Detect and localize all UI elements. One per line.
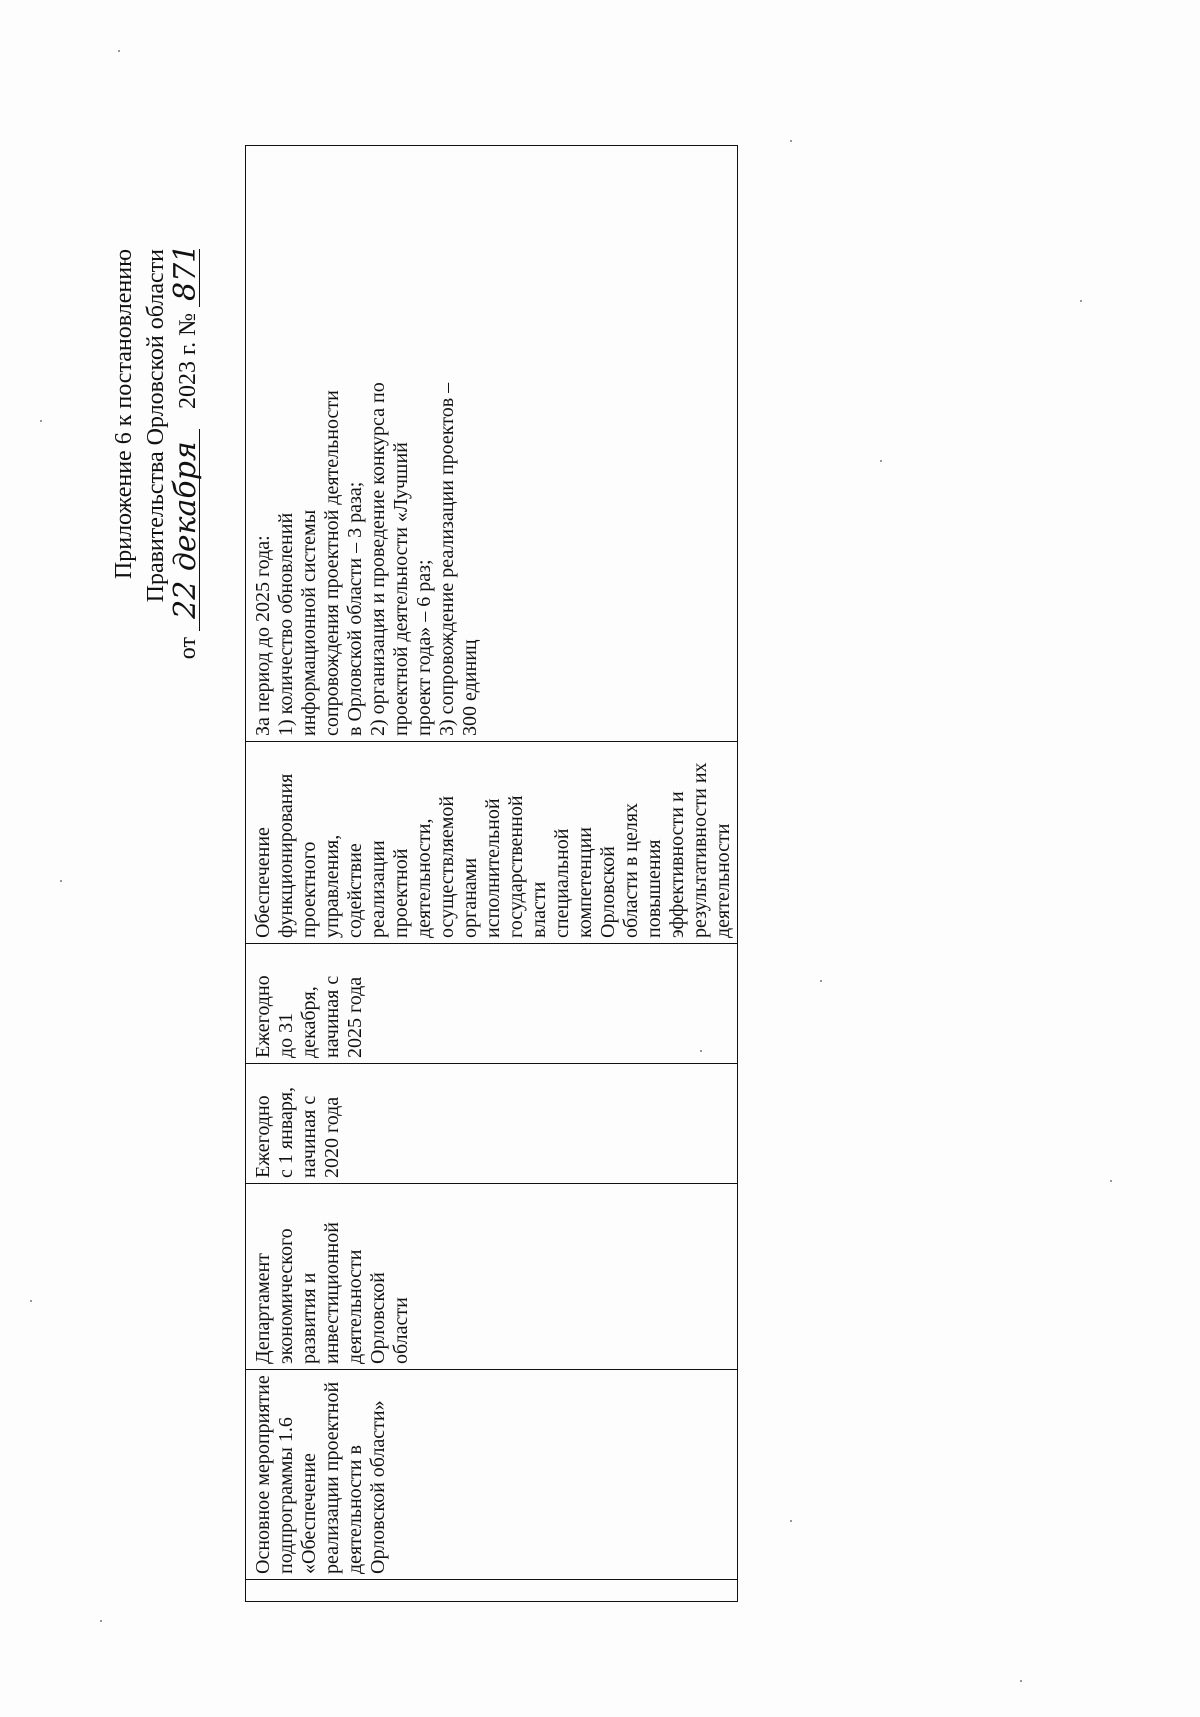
row-number-cell — [246, 1580, 738, 1602]
scan-speck — [790, 140, 792, 142]
scan-speck — [118, 50, 120, 52]
table-row — [246, 146, 738, 1602]
scan-speck — [820, 980, 822, 982]
handwritten-decree-number: 871 — [173, 249, 200, 307]
indicators-cell: За период до 2025 года: 1) количество обновлений информационной системы сопровождения проектной деятельности в Орловской области – 3 раза; 2) организация и проведение конкурса по проектной деятельности «Лучший проект года» – 6 раз; 3) сопровождение реализации проектов – 300 единиц — [246, 146, 738, 742]
scan-speck — [880, 460, 882, 462]
date-prefix: от — [175, 637, 201, 660]
scan-speck — [1020, 1680, 1022, 1682]
scan-speck — [790, 1520, 792, 1522]
executor-cell: Департамент экономического развития и инвестиционной деятельности Орловской области — [246, 1184, 738, 1370]
handwritten-date: 22 декабря — [173, 429, 200, 631]
scan-speck — [1080, 300, 1082, 302]
appendix-title: Приложение 6 к постановлению — [111, 249, 137, 580]
start-date-cell: Ежегодно с 1 января, начиная с 2020 года — [246, 1064, 738, 1184]
decree-date-line — [168, 243, 204, 669]
scan-speck — [30, 1300, 32, 1302]
scan-speck — [40, 420, 42, 422]
appendix-authority: Правительства Орловской области — [143, 249, 169, 603]
scan-speck — [100, 1620, 102, 1622]
decree-year: 2023 г. № — [175, 313, 201, 410]
activity-name-cell: Основное мероприятие подпрограммы 1.6 «Обеспечение реализации проектной деятельности в Орловской области» — [246, 1370, 738, 1580]
end-date-cell: Ежегодно до 31 декабря, начиная с 2025 года — [246, 944, 738, 1064]
scan-speck — [60, 880, 62, 882]
appendix-header — [108, 243, 204, 669]
scan-speck — [700, 1050, 702, 1052]
expected-result-cell: Обеспечение функционирования проектного управления, содействие реализации проектной деятельности, осуществляемой органами исполнительной государственной власти специальной компетенции Орловской области в целях повышения эффективности и результативности их деятельности — [246, 742, 738, 944]
activity-table — [245, 145, 738, 1602]
scan-speck — [1110, 1180, 1112, 1182]
